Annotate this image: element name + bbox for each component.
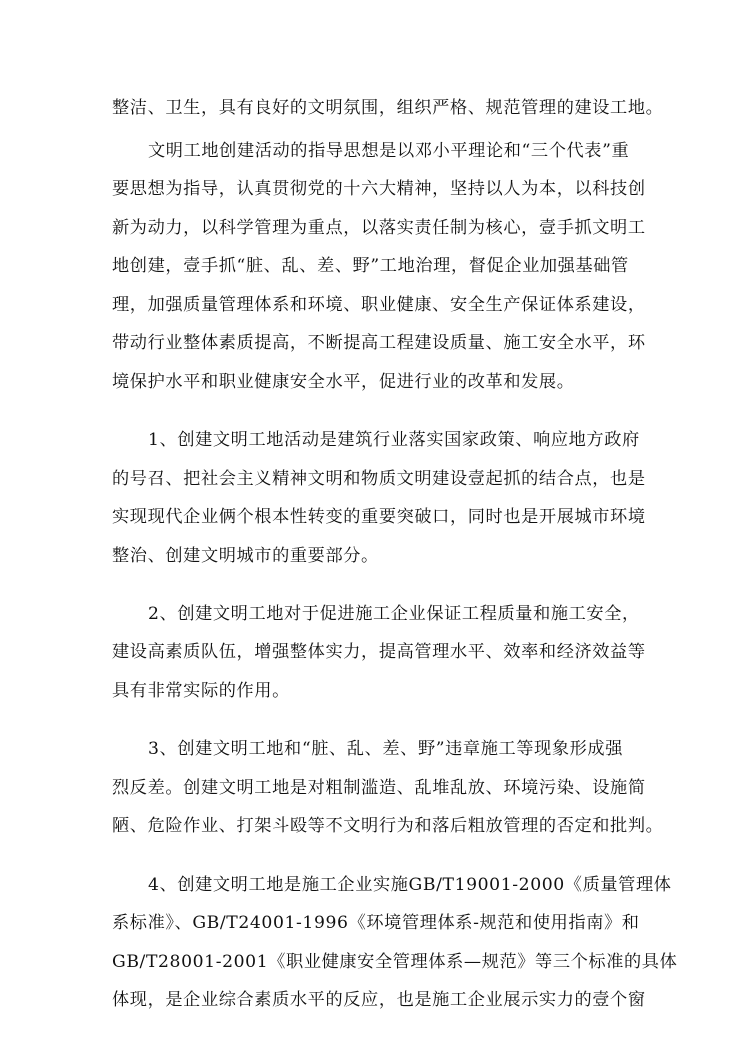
text-line: 陋、危险作业、打架斗殴等不文明行为和落后粗放管理的否定和批判。 <box>112 816 664 836</box>
text-line: GB/T28001-2001《职业健康安全管理体系—规范》等三个标准的具体 <box>112 952 678 972</box>
text-line: 3、创建文明工地和“脏、乱、差、野”违章施工等现象形成强 <box>148 739 623 759</box>
text-line: 1、创建文明工地活动是建筑行业落实国家政策、响应地方政府 <box>148 430 640 450</box>
text-line: 整洁、卫生，具有良好的文明氛围，组织严格、规范管理的建设工地。 <box>112 98 664 118</box>
text-line: 实现现代企业俩个根本性转变的重要突破口，同时也是开展城市环境 <box>112 507 646 527</box>
text-line: 新为动力，以科学管理为重点，以落实责任制为核心，壹手抓文明工 <box>112 218 646 238</box>
text-line: 整治、创建文明城市的重要部分。 <box>112 546 379 566</box>
text-line: 地创建，壹手抓“脏、乱、差、野”工地治理，督促企业加强基础管 <box>112 256 629 276</box>
text-line: 带动行业整体素质提高，不断提高工程建设质量、施工安全水平，环 <box>112 333 646 353</box>
text-line: 理，加强质量管理体系和环境、职业健康、安全生产保证体系建设， <box>112 295 646 315</box>
text-line: 具有非常实际的作用。 <box>112 681 290 701</box>
text-line: 文明工地创建活动的指导思想是以邓小平理论和“三个代表”重 <box>148 141 630 161</box>
text-line: 系标准》、GB/T24001-1996《环境管理体系-规范和使用指南》和 <box>112 913 640 933</box>
text-line: 烈反差。创建文明工地是对粗制滥造、乱堆乱放、环境污染、设施简 <box>112 778 646 798</box>
text-line: 要思想为指导，认真贯彻党的十六大精神，坚持以人为本，以科技创 <box>112 179 646 199</box>
text-line: 的号召、把社会主义精神文明和物质文明建设壹起抓的结合点，也是 <box>112 469 646 489</box>
text-line: 4、创建文明工地是施工企业实施GB/T19001-2000《质量管理体 <box>148 875 672 895</box>
text-line: 境保护水平和职业健康安全水平，促进行业的改革和发展。 <box>112 372 575 392</box>
text-line: 体现，是企业综合素质水平的反应，也是施工企业展示实力的壹个窗 <box>112 990 646 1010</box>
text-line: 建设高素质队伍，增强整体实力，提高管理水平、效率和经济效益等 <box>112 642 646 662</box>
text-line: 2、创建文明工地对于促进施工企业保证工程质量和施工安全， <box>148 604 640 624</box>
